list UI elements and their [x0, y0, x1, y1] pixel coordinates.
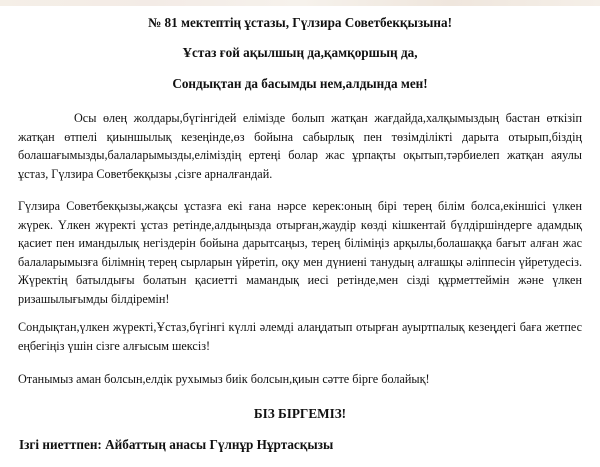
heading-line-3: Сондықтан да басымды нем,алдында мен! — [172, 76, 428, 91]
body-paragraph-3: Сондықтан,үлкен жүректі,Ұстаз,бүгінгі күллі әлемді алаңдатып отырған ауыртпалық кезеңдегі баға жетпес еңбегіңіз үшін сізге алғысым шексіз! — [18, 320, 582, 353]
signature-line-1: БІЗ БІРГЕМІЗ! — [253, 405, 347, 421]
body-paragraph-4: Отанымыз аман болсын,елдік рухымыз биік болсын,қиын сәтте бірге болайық! — [18, 372, 430, 386]
body-paragraph-1: Осы өлең жолдары,бүгінгідей елімізде болып жатқан жағдайда,халқымыздың бастан өткізіп жатқан өтпелі қиыншылық кезеңінде,өз бойына сабырлық пен төзімділікті дарыта отырып,біздің болашағымызды,балаларымызды,еліміздің ертеңі болар жас ұрпақты оқытып,тәрбиелеп жатқан аяулы ұстаз, Гүлзира Советбекқызы ,сізге арналғандай. — [18, 111, 582, 181]
heading-line-1: № 81 мектептің ұстазы, Гүлзира Советбекқызына! — [148, 15, 452, 30]
body-paragraph-2: Гүлзира Советбекқызы,жақсы ұстазға екі ғана нәрсе керек:оның бірі терең білім болса,екіншісі үлкен жүрек. Үлкен жүректі ұстаз ретінде,алдыңызда отырған,жаудір көзді кішкентай бүлдіршіндерге адамдық қасиет пен имандылық негіздерін бойына дарытсаңыз, терең біліміңіз арқылы,болашаққа бағыт алған жас балаларымызға білімнің терең сырларын үйретіп, оқу мен дүниені танудың алғашқы әліппесін үйретудесіз. Жүректің батылдығы болатын қасиетті мамандық иесі ретінде,мен сізді құрметтеймін және үлкен ризашылығымды білдіремін! — [18, 199, 582, 306]
signature-line-2: Ізгі ниеттпен: Айбаттың анасы Гүлнұр Нұртасқызы — [19, 436, 334, 452]
heading-line-2: Ұстаз ғой ақылшың да,қамқоршың да, — [182, 45, 418, 60]
